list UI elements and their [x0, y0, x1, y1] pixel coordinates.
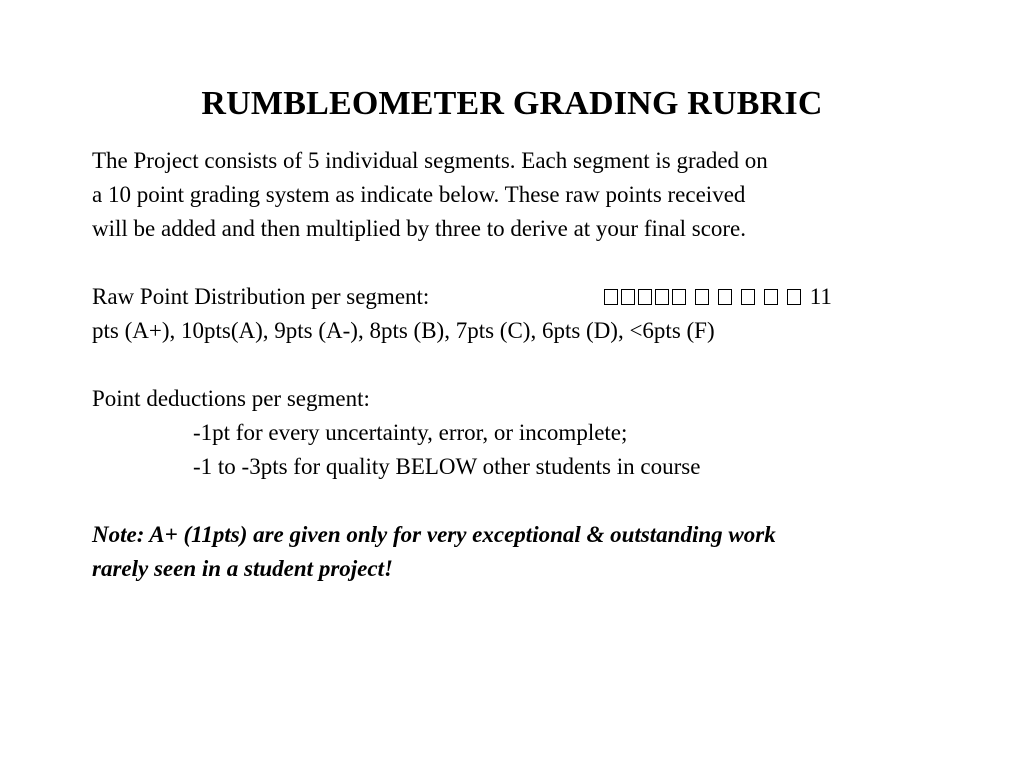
note-line-2: rarely seen in a student project! [92, 556, 393, 581]
missing-glyph-icon [638, 289, 652, 305]
distribution-label: Raw Point Distribution per segment: [92, 284, 430, 309]
distribution-line-2: pts (A+), 10pts(A), 9pts (A-), 8pts (B), 7pts (C), 6pts (D), <6pts (F) [92, 318, 715, 343]
note-line-1: Note: A+ (11pts) are given only for very exceptional & outstanding work [92, 522, 776, 547]
missing-glyph-icon [764, 289, 778, 305]
spacer [92, 246, 942, 280]
page-title: RUMBLEOMETER GRADING RUBRIC [201, 85, 823, 122]
deduction-item: -1 to -3pts for quality BELOW other students in course [193, 454, 701, 479]
distribution-line-1 [92, 280, 942, 314]
missing-glyph-icon [655, 289, 669, 305]
intro-line-2: a 10 point grading system as indicate below. These raw points received [92, 182, 746, 207]
missing-glyph-icon [621, 289, 635, 305]
missing-glyph-icon [604, 289, 618, 305]
missing-glyph-icon [695, 289, 709, 305]
missing-glyph-icon [672, 289, 686, 305]
deduction-item: -1pt for every uncertainty, error, or incomplete; [193, 420, 628, 445]
intro-line-3: will be added and then multiplied by three to derive at your final score. [92, 216, 747, 241]
missing-glyph-icon [787, 289, 801, 305]
missing-glyph-icon [741, 289, 755, 305]
deductions-heading: Point deductions per segment: [92, 386, 370, 411]
spacer [92, 348, 942, 382]
distribution-max-points: 11 [809, 284, 832, 309]
rubric-body [92, 144, 942, 586]
spacer [92, 484, 942, 518]
intro-line-1: The Project consists of 5 individual segments. Each segment is graded on [92, 148, 768, 173]
missing-glyph-icon [718, 289, 732, 305]
missing-glyph-boxes [604, 280, 804, 314]
